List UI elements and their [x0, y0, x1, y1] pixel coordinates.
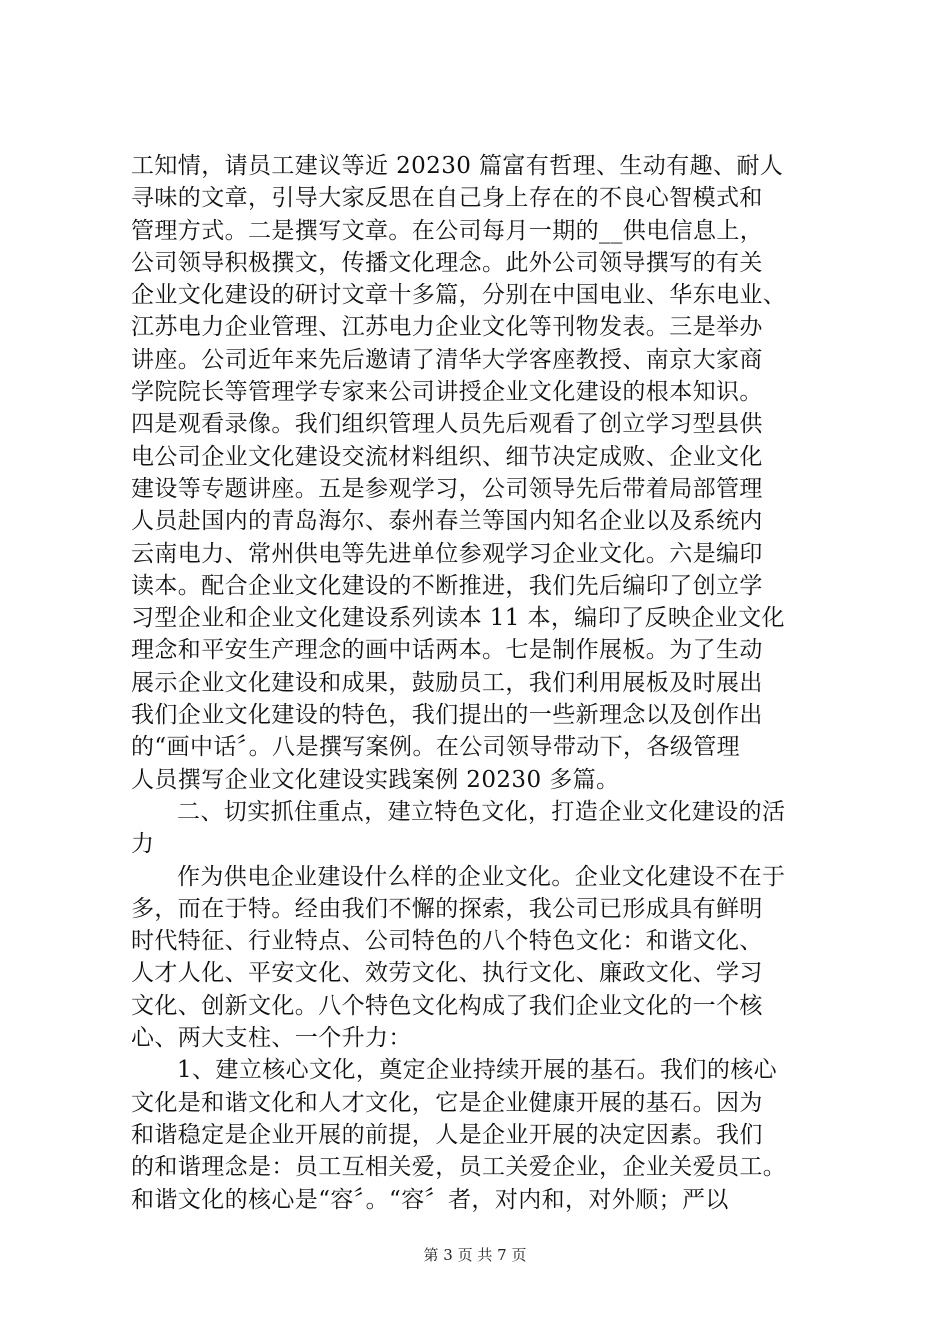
text-line: 和谐文化的核心是“容〞。“容〞者，对内和，对外顺；严以 — [131, 1186, 729, 1213]
text-line: 的和谐理念是：员工互相关爱，员工关爱企业，企业关爱员工。 — [131, 1154, 787, 1181]
text-line: 二、切实抓住重点，建立特色文化，打造企业文化建设的活 — [177, 798, 786, 825]
text-line: 作为供电企业建设什么样的企业文化。企业文化建设不在于 — [177, 863, 786, 890]
text-line: 四是观看录像。我们组织管理人员先后观看了创立学习型县供 — [131, 411, 763, 438]
text-line: 寻味的文章，引导大家反思在自己身上存在的不良心智模式和 — [131, 185, 763, 212]
text-line: 工知情，请员工建议等近 20230 篇富有哲理、生动有趣、耐人 — [131, 153, 784, 179]
text-line: 展示企业文化建设和成果，鼓励员工，我们利用展板及时展出 — [131, 669, 763, 696]
text-line: 的“画中话〞。八是撰写案例。在公司领导带动下，各级管理 — [131, 734, 741, 761]
text-line: 企业文化建设的研讨文章十多篇，分别在中国电业、华东电业、 — [131, 282, 787, 309]
text-line: 管理方式。二是撰写文章。在公司每月一期的__供电信息上， — [131, 217, 764, 244]
text-line: 文化是和谐文化和人才文化，它是企业健康开展的基石。因为 — [131, 1089, 763, 1116]
text-line: 建设等专题讲座。五是参观学习，公司领导先后带着局部管理 — [131, 475, 763, 502]
page-footer: 第 3 页 共 7 页 — [423, 1246, 527, 1264]
text-line: 讲座。公司近年来先后邀请了清华大学客座教授、南京大家商 — [131, 346, 763, 373]
text-line: 人员撰写企业文化建设实践案例 20230 多篇。 — [131, 766, 620, 793]
text-line: 习型企业和企业文化建设系列读本 11 本，编印了反映企业文化 — [131, 605, 785, 632]
text-line: 人员赴国内的青岛海尔、泰州春兰等国内知名企业以及系统内 — [131, 508, 763, 535]
text-line: 学院院长等管理学专家来公司讲授企业文化建设的根本知识。 — [131, 379, 763, 406]
text-line: 文化、创新文化。八个特色文化构成了我们企业文化的一个核 — [131, 992, 763, 1019]
text-line: 公司领导积极撰文，传播文化理念。此外公司领导撰写的有关 — [131, 249, 763, 276]
text-line: 力 — [131, 831, 155, 858]
text-line: 1、建立核心文化，奠定企业持续开展的基石。我们的核心 — [177, 1057, 778, 1084]
text-line: 云南电力、常州供电等先进单位参观学习企业文化。六是编印 — [131, 540, 763, 567]
text-line: 人才人化、平安文化、效劳文化、执行文化、廉政文化、学习 — [131, 960, 763, 987]
text-line: 电公司企业文化建设交流材料组织、细节决定成败、企业文化 — [131, 443, 763, 470]
text-line: 和谐稳定是企业开展的前提，人是企业开展的决定因素。我们 — [131, 1121, 763, 1148]
text-line: 多，而在于特。经由我们不懈的探索，我公司已形成具有鲜明 — [131, 895, 763, 922]
body-text — [131, 150, 831, 1216]
text-line: 江苏电力企业管理、江苏电力企业文化等刊物发表。三是举办 — [131, 314, 763, 341]
text-line: 时代特征、行业特点、公司特色的八个特色文化：和谐文化、 — [131, 928, 763, 955]
text-line: 理念和平安生产理念的画中话两本。七是制作展板。为了生动 — [131, 637, 763, 664]
text-line: 心、两大支柱、一个升力： — [131, 1025, 412, 1052]
text-line: 我们企业文化建设的特色，我们提出的一些新理念以及创作出 — [131, 702, 763, 729]
text-line: 读本。配合企业文化建设的不断推进，我们先后编印了创立学 — [131, 572, 763, 599]
